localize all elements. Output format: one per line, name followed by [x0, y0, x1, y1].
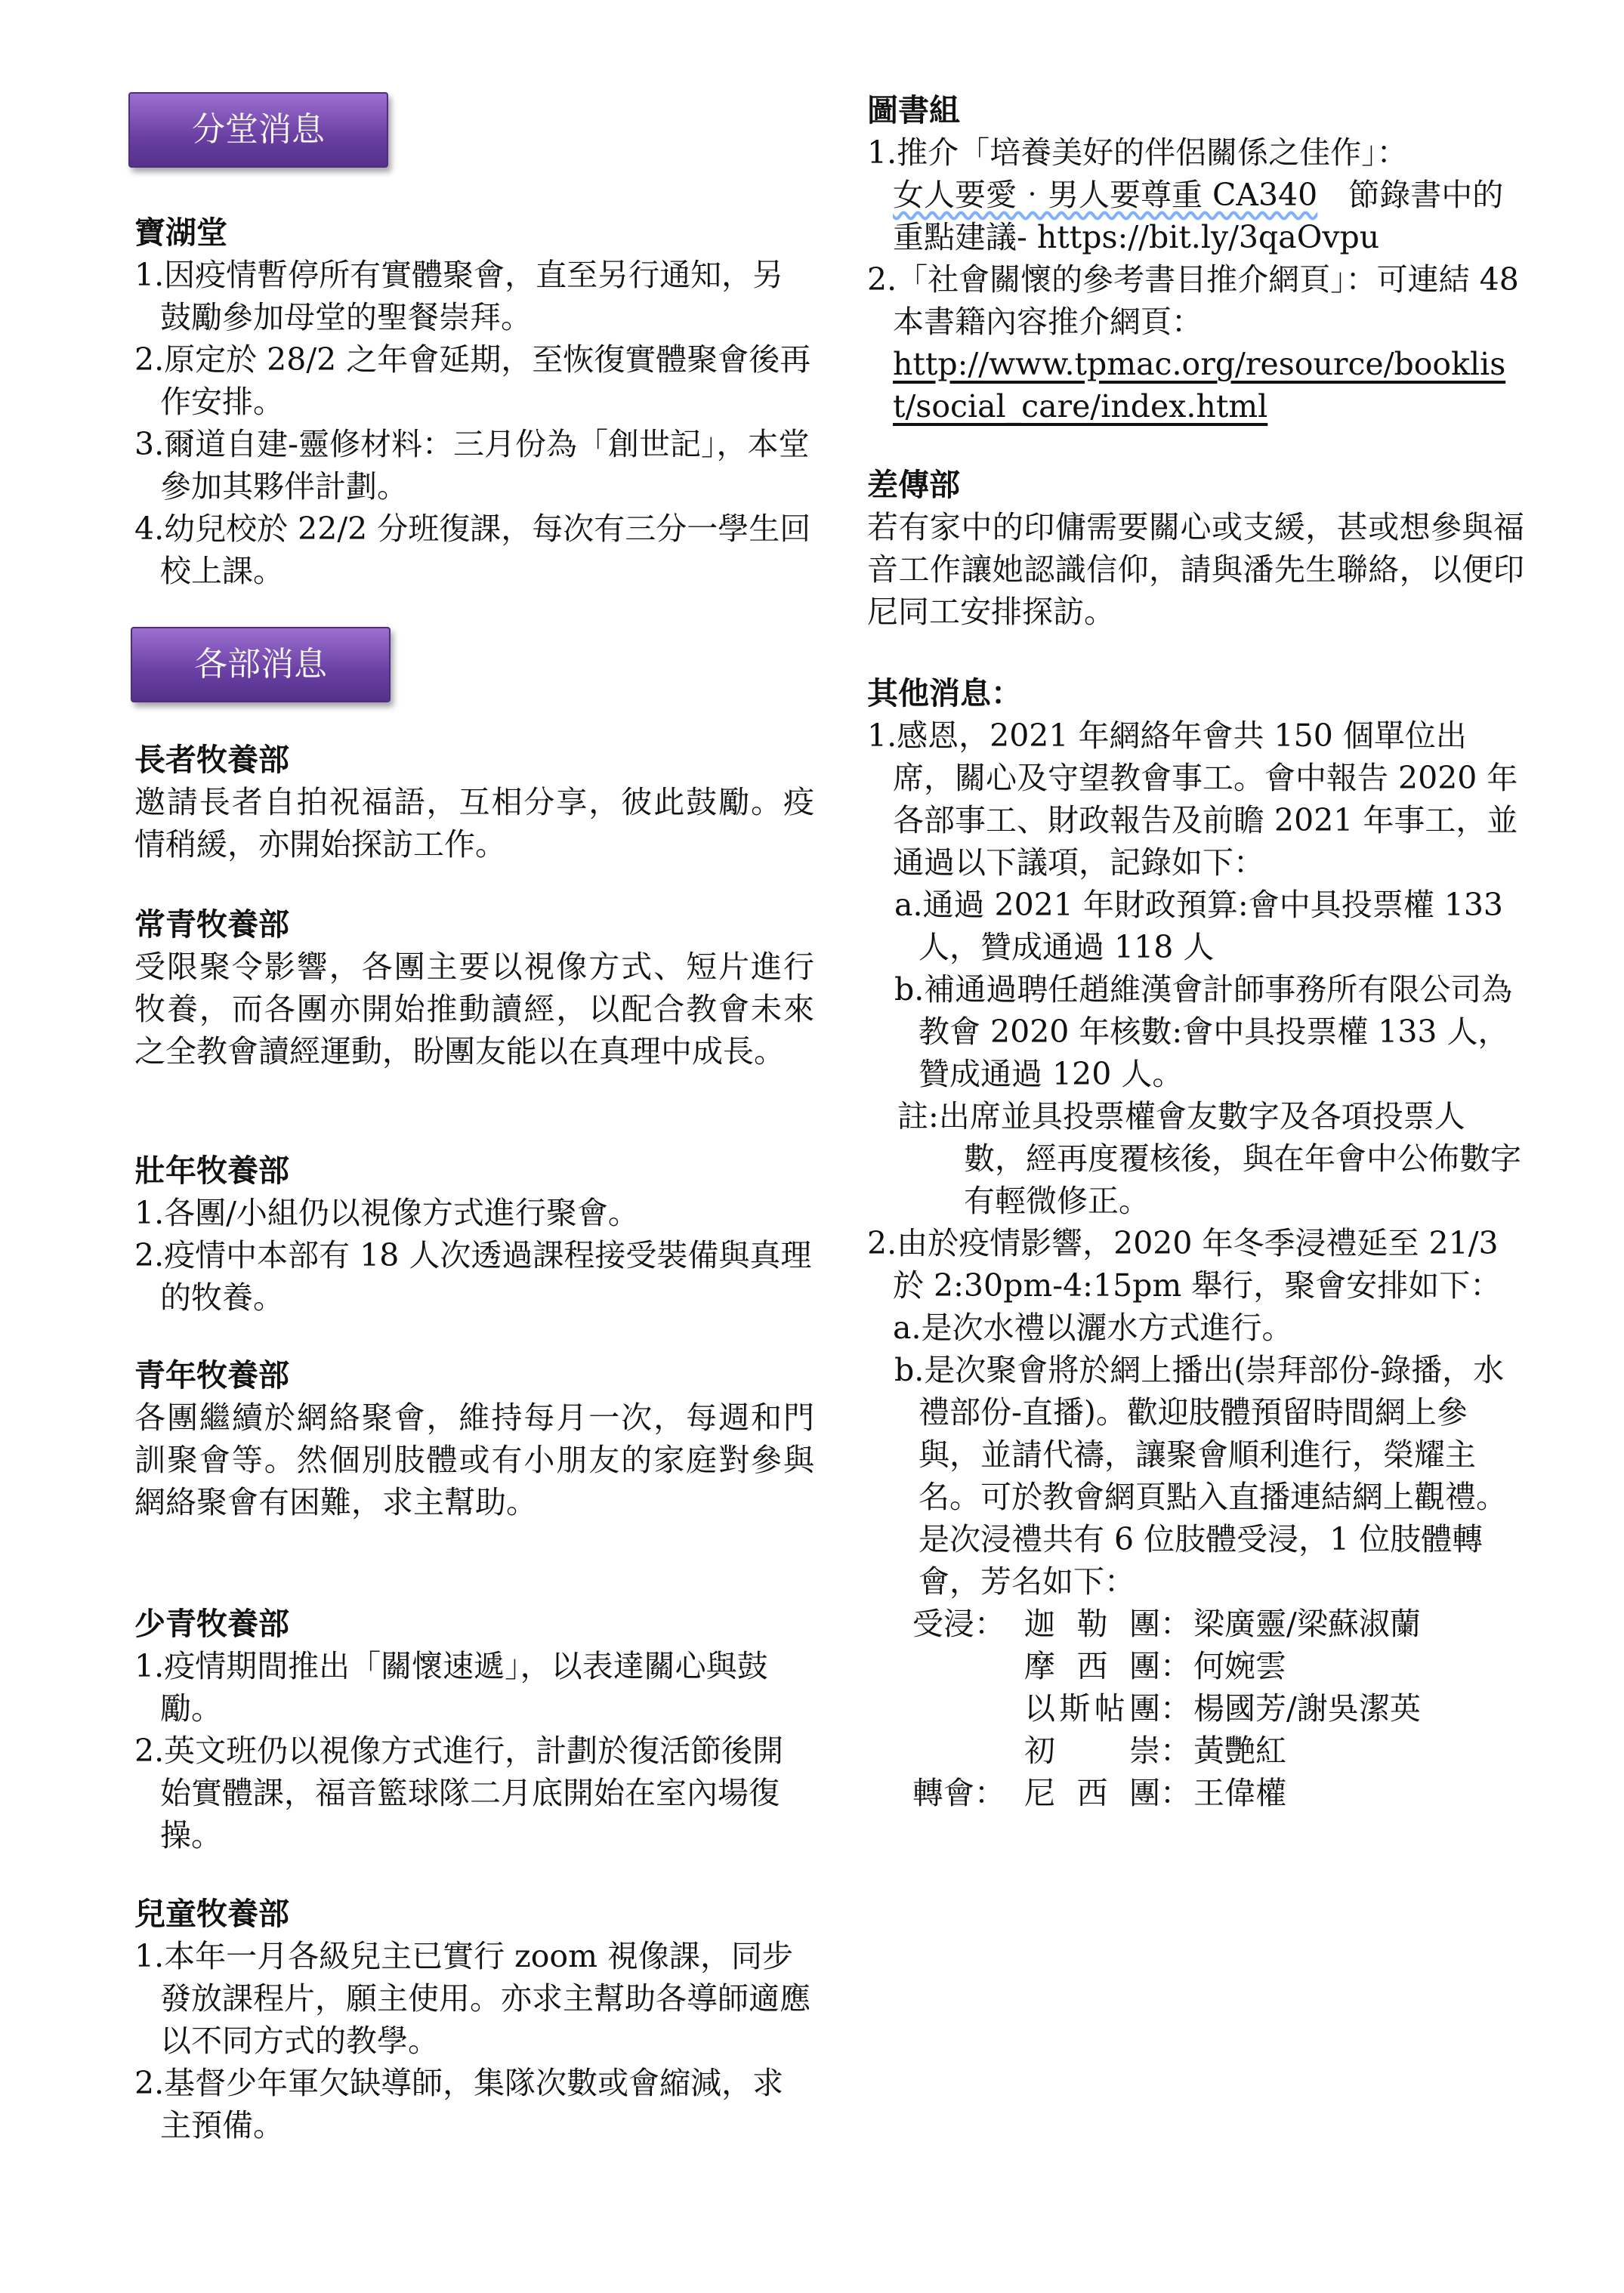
- item-intro: 1.推介「培養美好的伴侶關係之佳作」：: [867, 134, 1408, 171]
- member-names: 何婉雲: [1193, 1648, 1286, 1684]
- section-heading: 青年牧養部: [134, 1357, 289, 1393]
- sub-item: a.通過 2021 年財政預算:會中具投票權 133 人，贊成通過 118 人: [894, 887, 1503, 965]
- sub-item: b.補通過聘任趙維漢會計師事務所有限公司為教會 2020 年核數:會中具投票權 133 人，贊成通過 120 人。: [894, 971, 1513, 1092]
- section-heading: 其他消息：: [867, 675, 1022, 711]
- section-heading: 兒童牧養部: [134, 1896, 289, 1932]
- section-heading: 寶湖堂: [134, 214, 227, 251]
- evergreen-section: [134, 903, 814, 1072]
- baptism-names-table: [912, 1603, 1421, 1814]
- list-item: 1.感恩，2021 年網絡年會共 150 個單位出席，關心及守望教會事工。會中報告 2020 年各部事工、財政報告及前瞻 2021 年事工，並通過以下議項，記錄如下：: [867, 718, 1518, 881]
- section-text: 若有家中的印傭需要關心或支緩，甚或想參與福音工作讓她認識信仰，請與潘先生聯絡，以便印尼同工安排探訪。: [867, 509, 1524, 630]
- elderly-section: [134, 739, 814, 866]
- library-section: [867, 89, 1524, 427]
- list-item: 2.基督少年軍欠缺導師，集隊次數或會縮減，求主預備。: [134, 2065, 784, 2143]
- section-heading: 少青牧養部: [134, 1606, 289, 1642]
- baptism-count: 是次浸禮共有 6 位肢體受浸，1 位肢體轉會，芳名如下：: [919, 1521, 1484, 1600]
- member-names: 黃艷紅: [1193, 1733, 1286, 1769]
- member-names: 楊國芳/謝吳潔英: [1193, 1690, 1421, 1727]
- table-row: 受浸： 迦勒團 ： 梁廣靈/梁蘇淑蘭: [912, 1603, 1421, 1645]
- list-item: 2.英文班仍以視像方式進行，計劃於復活節後開始實體課，福音籃球隊二月底開始在室內場復操。: [134, 1733, 784, 1853]
- table-row: 轉會： 尼西團 ： 王偉權: [912, 1772, 1421, 1814]
- list-item: 1.本年一月各級兒主已實行 zoom 視像課，同步發放課程片，願主使用。亦求主幫助各導師適應以不同方式的教學。: [134, 1938, 810, 2059]
- children-section: [134, 1893, 814, 2146]
- item-rest: 節錄書中的重點建議- https://bit.ly/3qaOvpu: [893, 177, 1504, 255]
- section-heading: 差傳部: [867, 467, 960, 503]
- section-text: 邀請長者自拍祝福語，互相分享，彼此鼓勵。疫情稍緩，亦開始探訪工作。: [134, 784, 814, 863]
- baptism-label: 受浸：: [912, 1606, 1005, 1642]
- section-text: 各團繼續於網絡聚會，維持每月一次，每週和門訓聚會等。然個別肢體或有小朋友的家庭對參與網絡聚會有困難，求主幫助。: [134, 1400, 814, 1520]
- group-name: 尼西團: [1024, 1775, 1160, 1811]
- section-heading: 壯年牧養部: [134, 1153, 289, 1189]
- branch-news-banner: 分堂消息: [128, 92, 388, 168]
- sub-item: b.是次聚會將於網上播出(崇拜部份-錄播，水禮部份-直播)。歡迎肢體預留時間網上參與，並請代禱，讓聚會順利進行，榮耀主名。可於教會網頁點入直播連結網上觀禮。: [894, 1352, 1507, 1515]
- list-item: 3.爾道自建-靈修材料：三月份為「創世記」，本堂參加其夥伴計劃。: [134, 426, 810, 505]
- table-row: 摩西團 ： 何婉雲: [912, 1645, 1421, 1687]
- list-item: 1.疫情期間推出「關懷速遞」，以表達關心與鼓勵。: [134, 1648, 768, 1727]
- transfer-label: 轉會：: [912, 1775, 1005, 1811]
- book-title: 女人要愛‧男人要尊重 CA340: [893, 177, 1318, 213]
- mission-section: [867, 464, 1524, 633]
- table-row: 以斯帖團 ： 楊國芳/謝吳潔英: [912, 1687, 1421, 1730]
- other-news-section: [867, 672, 1524, 1814]
- teen-section: [134, 1603, 814, 1856]
- list-item: 1.各團/小組仍以視像方式進行聚會。: [134, 1195, 639, 1231]
- list-item: 2.原定於 28/2 之年會延期，至恢復實體聚會後再作安排。: [134, 341, 811, 420]
- list-item: 1.因疫情暫停所有實體聚會，直至另行通知，另鼓勵參加母堂的聖餐崇拜。: [134, 257, 784, 335]
- group-name: 摩西團: [1024, 1648, 1160, 1684]
- group-name: 以斯帖團: [1024, 1690, 1160, 1727]
- group-name: 初崇: [1024, 1733, 1160, 1769]
- list-item: 4.幼兒校於 22/2 分班復課，每次有三分一學生回校上課。: [134, 511, 811, 589]
- list-item: 2.由於疫情影響，2020 年冬季浸禮延至 21/3 於 2:30pm-4:15pm 舉行，聚會安排如下：a.是次水禮以灑水方式進行。: [867, 1225, 1502, 1346]
- list-item: [867, 258, 1524, 427]
- booklist-link[interactable]: http://www.tpmac.org/resource/booklist/social_care/index.html: [893, 346, 1506, 424]
- youth-section: [134, 1354, 814, 1523]
- section-heading: 常青牧養部: [134, 906, 289, 943]
- department-news-banner: 各部消息: [131, 627, 391, 702]
- section-heading: 長者牧養部: [134, 742, 289, 778]
- table-row: 初崇 ： 黃艷紅: [912, 1730, 1421, 1772]
- section-heading: 圖書組: [867, 92, 960, 128]
- member-names: 王偉權: [1193, 1775, 1286, 1811]
- item-text: 2.「社會關懷的參考書目推介網頁」：可連結 48 本書籍內容推介網頁：: [867, 261, 1519, 340]
- po-wu-church-section: [134, 211, 814, 592]
- section-text: 受限聚令影響，各團主要以視像方式、短片進行牧養，而各團亦開始推動讀經，以配合教會未來之全教會讀經運動，盼團友能以在真理中成長。: [134, 949, 814, 1069]
- member-names: 梁廣靈/梁蘇淑蘭: [1193, 1606, 1421, 1642]
- list-item: [867, 131, 1524, 258]
- adult-section: [134, 1150, 814, 1319]
- list-item: 2.疫情中本部有 18 人次透過課程接受裝備與真理的牧養。: [134, 1237, 812, 1316]
- group-name: 迦勒團: [1024, 1606, 1160, 1642]
- note: 註:出席並具投票權會友數字及各項投票人數，經再度覆核後，與在年會中公佈數字有輕微修正。: [897, 1098, 1521, 1219]
